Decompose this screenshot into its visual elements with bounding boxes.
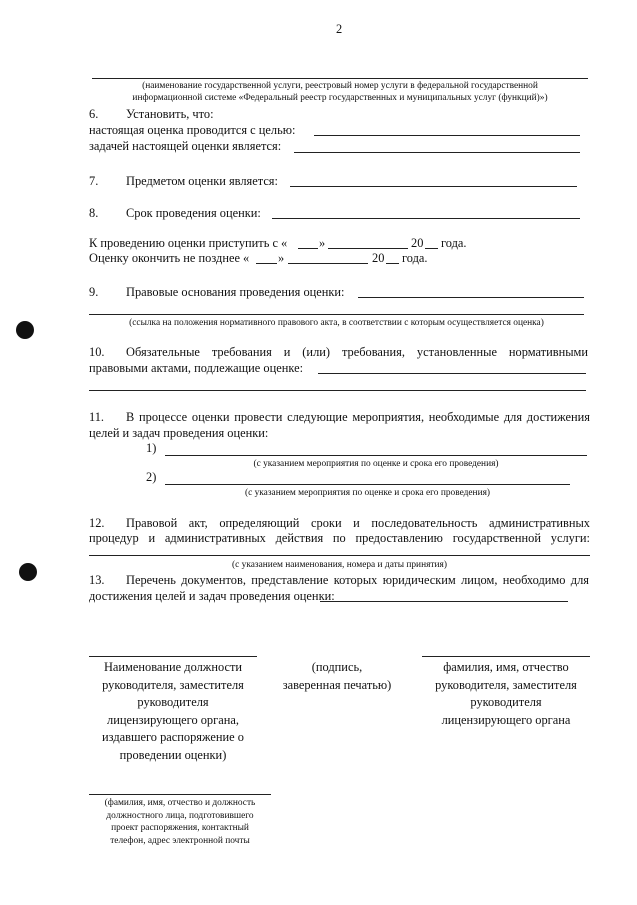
end-month-field[interactable] bbox=[288, 263, 368, 264]
signature-right-caption: фамилия, имя, отчество руководителя, заместителя руководителя лицензирующего органа bbox=[435, 660, 577, 727]
s6-goal-field[interactable] bbox=[314, 135, 580, 136]
s8-field[interactable] bbox=[272, 218, 580, 219]
end-century: 20 bbox=[372, 251, 385, 265]
s13-line-2: достижения целей и задач проведения оценки: bbox=[89, 589, 335, 603]
start-date-label: К проведению оценки приступить с « bbox=[89, 236, 288, 250]
signature-left-line[interactable] bbox=[89, 656, 257, 657]
s7-title: Предметом оценки является: bbox=[126, 174, 278, 188]
signature-left-caption: Наименование должности руководителя, заместителя руководителя лицензирующего органа, издавшего распоряжение о проведении оценки) bbox=[102, 660, 244, 762]
start-day-field[interactable] bbox=[298, 248, 318, 249]
s8-title: Срок проведения оценки: bbox=[126, 206, 261, 220]
start-century: 20 bbox=[411, 236, 424, 250]
s9-field[interactable] bbox=[358, 297, 584, 298]
s10-number: 10. bbox=[89, 345, 105, 359]
header-caption-1: (наименование государственной услуги, реестровый номер услуги в федеральной государственной bbox=[142, 81, 538, 91]
s7-field[interactable] bbox=[290, 186, 577, 187]
header-caption-2: информационной системе «Федеральный реестр государственных и муниципальных услуг (функций)») bbox=[132, 93, 548, 103]
footer-caption: (фамилия, имя, отчество и должность должностного лица, подготовившего проект распоряжения, контактный телефон, адрес электронной почты bbox=[104, 798, 256, 846]
s10-line-1: Обязательные требования и (или) требования, установленные нормативными bbox=[126, 345, 588, 359]
binder-hole-top bbox=[16, 321, 34, 339]
start-year-word: года. bbox=[441, 236, 467, 250]
s12-line-1: Правовой акт, определяющий сроки и последовательность административных bbox=[126, 516, 590, 530]
s6-task-field[interactable] bbox=[294, 152, 580, 153]
s11-number: 11. bbox=[89, 410, 105, 424]
s11-line-1: В процессе оценки провести следующие мероприятия, необходимые для достижения bbox=[126, 410, 590, 424]
end-year-word: года. bbox=[402, 251, 428, 265]
s12-line-2: процедур и административных действия по предоставлению государственной услуги: bbox=[89, 531, 590, 545]
signature-right-line[interactable] bbox=[422, 656, 590, 657]
s11-item-2-field[interactable] bbox=[165, 484, 570, 485]
s6-task-label: задачей настоящей оценки является: bbox=[89, 139, 282, 153]
s6-number: 6. bbox=[89, 107, 99, 121]
s10-field[interactable] bbox=[318, 373, 586, 374]
end-date-label: Оценку окончить не позднее « bbox=[89, 251, 250, 265]
end-day-field[interactable] bbox=[256, 263, 277, 264]
s13-number: 13. bbox=[89, 573, 105, 587]
s13-line-1: Перечень документов, представление которых юридическим лицом, необходимо для bbox=[126, 573, 589, 587]
s11-line-2: целей и задач проведения оценки: bbox=[89, 426, 269, 440]
s11-item-1-field[interactable] bbox=[165, 455, 587, 456]
s6-goal-label: настоящая оценка проводится с целью: bbox=[89, 123, 296, 137]
service-name-line bbox=[92, 78, 588, 79]
s12-field[interactable] bbox=[89, 555, 590, 556]
s9-field-2[interactable] bbox=[89, 314, 584, 315]
s11-caption-2: (с указанием мероприятия по оценке и срока его проведения) bbox=[244, 488, 491, 498]
s10-line-2: правовыми актами, подлежащие оценке: bbox=[89, 361, 304, 375]
s9-title: Правовые основания проведения оценки: bbox=[126, 285, 345, 299]
page-number: 2 bbox=[336, 22, 343, 36]
binder-hole-bottom bbox=[19, 563, 37, 581]
signature-middle-caption: (подпись, заверенная печатью) bbox=[282, 660, 392, 692]
s12-caption: (с указанием наименования, номера и даты принятия) bbox=[232, 560, 447, 570]
start-month-field[interactable] bbox=[328, 248, 408, 249]
s11-item-2: 2) bbox=[146, 470, 157, 484]
start-year-field[interactable] bbox=[425, 248, 438, 249]
s11-caption-1: (с указанием мероприятия по оценке и срока его проведения) bbox=[253, 459, 499, 469]
start-quote-close: » bbox=[319, 236, 326, 250]
s12-number: 12. bbox=[89, 516, 105, 530]
s7-number: 7. bbox=[89, 174, 99, 188]
s9-number: 9. bbox=[89, 285, 99, 299]
end-year-field[interactable] bbox=[386, 263, 399, 264]
end-quote-close: » bbox=[278, 251, 285, 265]
footer-line[interactable] bbox=[89, 794, 271, 795]
s13-field[interactable] bbox=[320, 601, 568, 602]
s10-field-2[interactable] bbox=[89, 390, 586, 391]
s9-caption: (ссылка на положения нормативного правового акта, в соответствии с которым осуществляется оценка) bbox=[129, 318, 544, 328]
s11-item-1: 1) bbox=[146, 441, 157, 455]
s6-title: Установить, что: bbox=[126, 107, 214, 121]
s8-number: 8. bbox=[89, 206, 99, 220]
